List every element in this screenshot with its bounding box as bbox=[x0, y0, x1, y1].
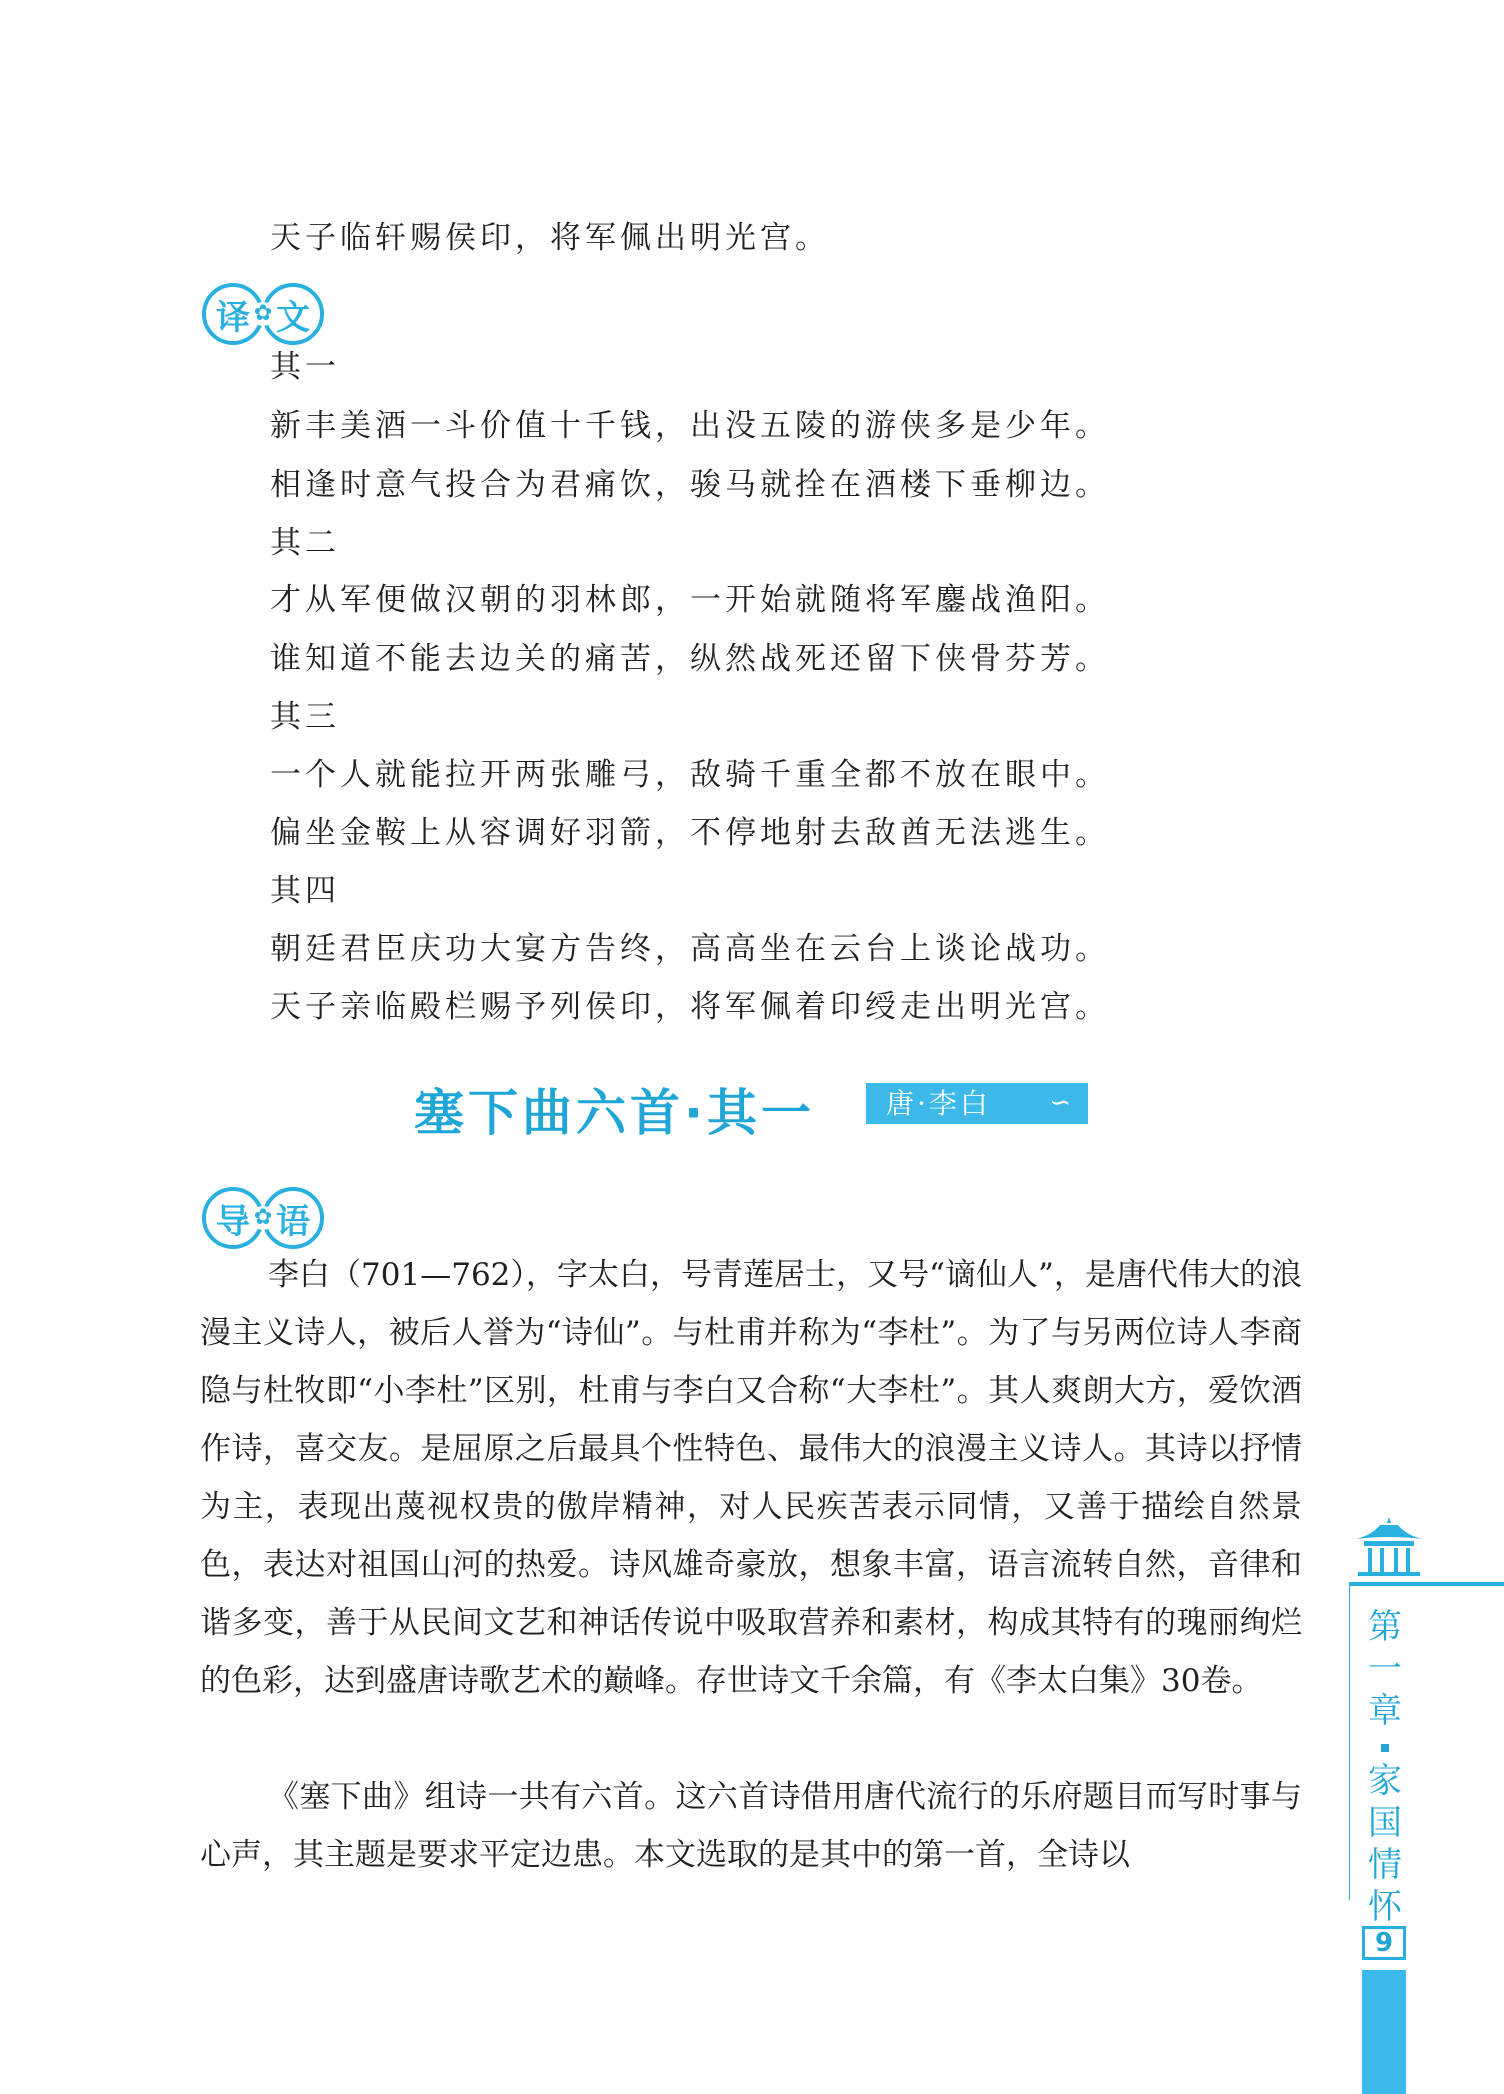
section-char: 怀 bbox=[1368, 1887, 1402, 1927]
chapter-char: 第 bbox=[1368, 1607, 1402, 1647]
page-number: 9 bbox=[1362, 1926, 1406, 1960]
translation-line: 新丰美酒一斗价值十千钱，出没五陵的游侠多是少年。 bbox=[270, 408, 1110, 444]
poem-title: 塞下曲六首·其一 bbox=[414, 1084, 815, 1142]
badge-char: 导 bbox=[202, 1187, 264, 1249]
translation-line: 谁知道不能去边关的痛苦，纵然战死还留下侠骨芬芳。 bbox=[270, 641, 1110, 677]
sidebar-dot bbox=[1381, 1744, 1389, 1752]
translation-line: 朝廷君臣庆功大宴方告终，高高坐在云台上谈论战功。 bbox=[270, 931, 1110, 967]
translation-line: 其四 bbox=[270, 873, 340, 909]
sidebar-rule bbox=[1349, 1582, 1504, 1586]
sidebar-divider bbox=[1349, 1586, 1350, 1900]
translation-line: 才从军便做汉朝的羽林郎，一开始就随将军鏖战渔阳。 bbox=[270, 582, 1110, 618]
chapter-char: 一 bbox=[1368, 1649, 1402, 1689]
badge-char: 文 bbox=[262, 283, 324, 345]
translation-line: 一个人就能拉开两张雕弓，敌骑千重全都不放在眼中。 bbox=[270, 757, 1110, 793]
badge-char: 译 bbox=[202, 283, 264, 345]
badge-char: 语 bbox=[262, 1187, 324, 1249]
intro-paragraph: 李白（701—762），字太白，号青莲居士，又号“谪仙人”，是唐代伟大的浪漫主义诗人，被后人誉为“诗仙”。与杜甫并称为“李杜”。为了与另两位诗人李商隐与杜牧即“小李杜”区别，杜甫与李白又合称“大李杜”。其人爽朗大方，爱饮酒作诗，喜交友。是屈原之后最具个性特色、最伟大的浪漫主义诗人。其诗以抒情为主，表现出蔑视权贵的傲岸精神，对人民疾苦表示同情，又善于描绘自然景色，表达对祖国山河的热爱。诗风雄奇豪放，想象丰富，语言流转自然，音律和谐多变，善于从民间文艺和神话传说中吸取营养和素材，构成其特有的瑰丽绚烂的色彩，达到盛唐诗歌艺术的巅峰。存世诗文千余篇，有《李太白集》30卷。 bbox=[200, 1257, 1302, 1699]
translation-line: 其一 bbox=[270, 349, 340, 385]
pavilion-icon bbox=[1350, 1515, 1428, 1577]
knot-ornament-icon: ✿ bbox=[251, 1206, 275, 1230]
cloud-ornament-icon: ∽ bbox=[1049, 1088, 1074, 1118]
author-tag bbox=[866, 1083, 1088, 1124]
section-char: 国 bbox=[1368, 1803, 1402, 1843]
author-text: 唐·李白 bbox=[886, 1087, 991, 1120]
translation-badge bbox=[202, 283, 324, 345]
poem-last-line: 天子临轩赐侯印，将军佩出明光宫。 bbox=[270, 220, 830, 256]
translation-line: 偏坐金鞍上从容调好羽箭，不停地射去敌酋无法逃生。 bbox=[270, 815, 1110, 851]
section-char: 家 bbox=[1368, 1761, 1402, 1801]
chapter-char: 章 bbox=[1368, 1691, 1402, 1731]
section-char: 情 bbox=[1368, 1845, 1402, 1885]
knot-ornament-icon: ✿ bbox=[251, 302, 275, 326]
translation-line: 其二 bbox=[270, 525, 340, 561]
page-tab-bar bbox=[1362, 1970, 1406, 2094]
translation-line: 天子亲临殿栏赐予列侯印，将军佩着印绶走出明光宫。 bbox=[270, 989, 1110, 1025]
translation-line: 其三 bbox=[270, 699, 340, 735]
translation-line: 相逢时意气投合为君痛饮，骏马就拴在酒楼下垂柳边。 bbox=[270, 467, 1110, 503]
intro-badge bbox=[202, 1187, 324, 1249]
intro-paragraph: 《塞下曲》组诗一共有六首。这六首诗借用唐代流行的乐府题目而写时事与心声，其主题是要求平定边患。本文选取的是其中的第一首，全诗以 bbox=[200, 1779, 1302, 1873]
